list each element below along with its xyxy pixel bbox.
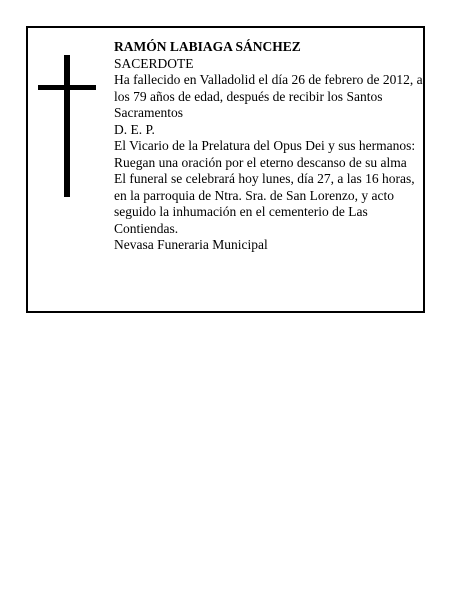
cross-vertical-bar (64, 55, 70, 197)
deceased-name: RAMÓN LABIAGA SÁNCHEZ (114, 39, 301, 54)
death-info: Ha fallecido en Valladolid el día 26 de febrero de 2012, a los 79 años de edad, después de recibir los Santos Sacramentos (114, 72, 423, 120)
obituary-notice (26, 26, 425, 313)
funeral-info: El funeral se celebrará hoy lunes, día 27, a las 16 horas, en la parroquia de Ntra. Sra. de San Lorenzo, y acto seguido la inhumación en el cementerio de Las Contiendas. (114, 171, 415, 236)
rip-text: D. E. P. (114, 121, 155, 137)
funeral-home: Nevasa Funeraria Municipal (114, 237, 268, 252)
prayer-text: Ruegan una oración por el eterno descanso de su alma (114, 154, 407, 170)
cross-icon (38, 55, 96, 197)
notice-text (114, 39, 424, 254)
deceased-title: SACERDOTE (114, 55, 194, 71)
family-text: El Vicario de la Prelatura del Opus Dei y sus hermanos: (114, 138, 416, 153)
cross-horizontal-bar (38, 85, 96, 90)
